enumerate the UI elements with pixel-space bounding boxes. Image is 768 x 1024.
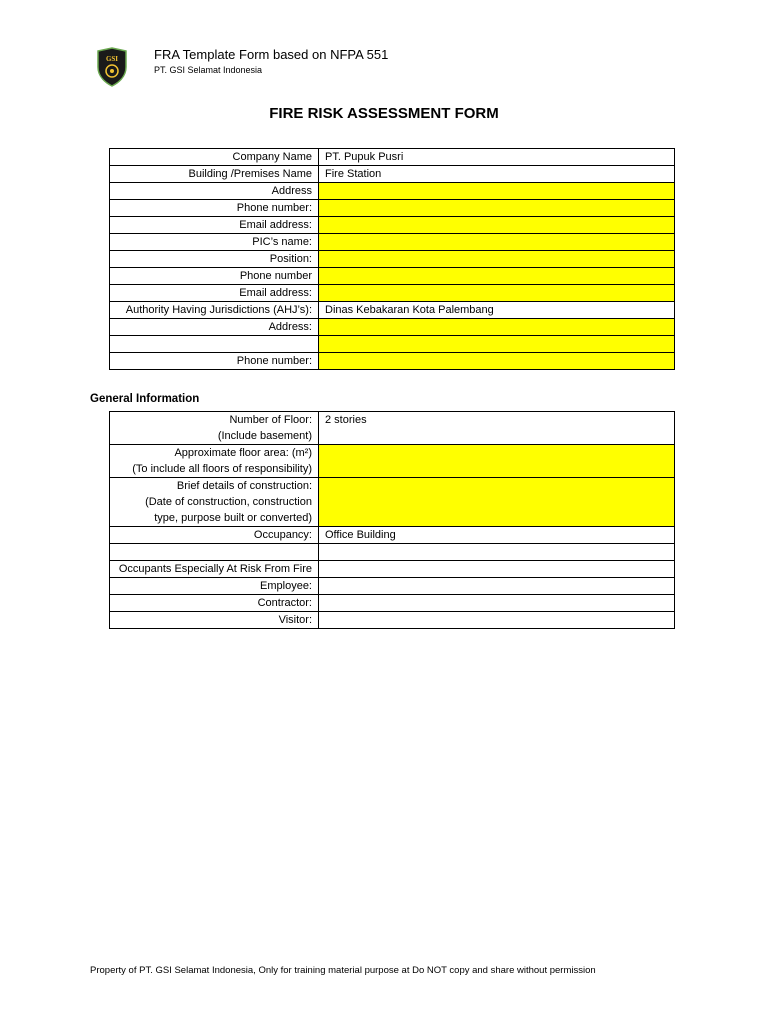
- ahj-address-field[interactable]: [319, 319, 675, 336]
- position-field[interactable]: [319, 251, 675, 268]
- company-name-field[interactable]: PT. Pupuk Pusri: [319, 149, 675, 166]
- table-row: [110, 612, 675, 629]
- pic-name-label: PIC’s name:: [110, 234, 319, 251]
- construction-details-label: [110, 478, 319, 527]
- table-row: [110, 251, 675, 268]
- building-name-field[interactable]: Fire Station: [319, 166, 675, 183]
- table-row: [110, 319, 675, 336]
- phone-number-label: Phone number:: [110, 200, 319, 217]
- table-row: [110, 527, 675, 544]
- blank-label: [110, 336, 319, 353]
- phone-number-field[interactable]: [319, 200, 675, 217]
- ahj-phone-field[interactable]: [319, 353, 675, 370]
- visitor-field[interactable]: [319, 612, 675, 629]
- pic-name-field[interactable]: [319, 234, 675, 251]
- construction-details-label-line-3: type, purpose built or converted): [154, 512, 312, 524]
- occupancy-label: Occupancy:: [110, 527, 319, 544]
- ahj-field[interactable]: Dinas Kebakaran Kota Palembang: [319, 302, 675, 319]
- employee-label: Employee:: [110, 578, 319, 595]
- blank-label: [110, 544, 319, 561]
- document-header-subtitle: PT. GSI Selamat Indonesia: [154, 65, 263, 75]
- email-address-field[interactable]: [319, 217, 675, 234]
- table-row: [110, 595, 675, 612]
- company-name-label: Company Name: [110, 149, 319, 166]
- table-row: [110, 183, 675, 200]
- pic-phone-field[interactable]: [319, 268, 675, 285]
- blank-field[interactable]: [319, 544, 675, 561]
- number-of-floor-field[interactable]: 2 stories: [319, 412, 675, 445]
- position-label: Position:: [110, 251, 319, 268]
- table-row: [110, 302, 675, 319]
- construction-details-label-line-2: (Date of construction, construction: [145, 496, 312, 508]
- footer-disclaimer: Property of PT. GSI Selamat Indonesia, Only for training material purpose at Do NOT copy and share without permission: [90, 965, 596, 976]
- table-row: [110, 445, 675, 478]
- table-row: [110, 149, 675, 166]
- email-address-label: Email address:: [110, 217, 319, 234]
- table-row: [110, 268, 675, 285]
- table-row: [110, 561, 675, 578]
- contractor-field[interactable]: [319, 595, 675, 612]
- table-row: [110, 166, 675, 183]
- pic-email-field[interactable]: [319, 285, 675, 302]
- pic-phone-label: Phone number: [110, 268, 319, 285]
- employee-field[interactable]: [319, 578, 675, 595]
- number-of-floor-label-line-1: Number of Floor:: [229, 414, 312, 426]
- occupants-at-risk-field[interactable]: [319, 561, 675, 578]
- occupants-at-risk-label: Occupants Especially At Risk From Fire: [110, 561, 319, 578]
- table-row: [110, 217, 675, 234]
- document-header-title: FRA Template Form based on NFPA 551: [154, 47, 389, 62]
- construction-details-field[interactable]: [319, 478, 675, 527]
- ahj-phone-label: Phone number:: [110, 353, 319, 370]
- floor-area-field[interactable]: [319, 445, 675, 478]
- contractor-label: Contractor:: [110, 595, 319, 612]
- number-of-floor-label-line-2: (Include basement): [217, 430, 312, 442]
- company-info-table: [109, 148, 675, 370]
- pic-email-label: Email address:: [110, 285, 319, 302]
- floor-area-label-line-2: (To include all floors of responsibility): [132, 463, 312, 475]
- floor-area-label: [110, 445, 319, 478]
- table-row: [110, 544, 675, 561]
- number-of-floor-label: [110, 412, 319, 445]
- ahj-address-label: Address:: [110, 319, 319, 336]
- form-title: FIRE RISK ASSESSMENT FORM: [269, 105, 499, 122]
- address-field[interactable]: [319, 183, 675, 200]
- ahj-address-line2-field[interactable]: [319, 336, 675, 353]
- ahj-label: Authority Having Jurisdictions (AHJ’s):: [110, 302, 319, 319]
- general-information-heading: General Information: [90, 393, 200, 405]
- table-row: [110, 336, 675, 353]
- general-info-table: [109, 411, 675, 629]
- table-row: [110, 285, 675, 302]
- floor-area-label-line-1: Approximate floor area: (m²): [174, 447, 312, 459]
- table-row: [110, 234, 675, 251]
- table-row: [110, 200, 675, 217]
- table-row: [110, 578, 675, 595]
- table-row: [110, 412, 675, 445]
- occupancy-field[interactable]: Office Building: [319, 527, 675, 544]
- logo-text: GSI: [105, 55, 119, 63]
- gsi-shield-logo: [96, 47, 128, 87]
- building-name-label: Building /Premises Name: [110, 166, 319, 183]
- address-label: Address: [110, 183, 319, 200]
- table-row: [110, 353, 675, 370]
- table-row: [110, 478, 675, 527]
- visitor-label: Visitor:: [110, 612, 319, 629]
- construction-details-label-line-1: Brief details of construction:: [176, 480, 312, 492]
